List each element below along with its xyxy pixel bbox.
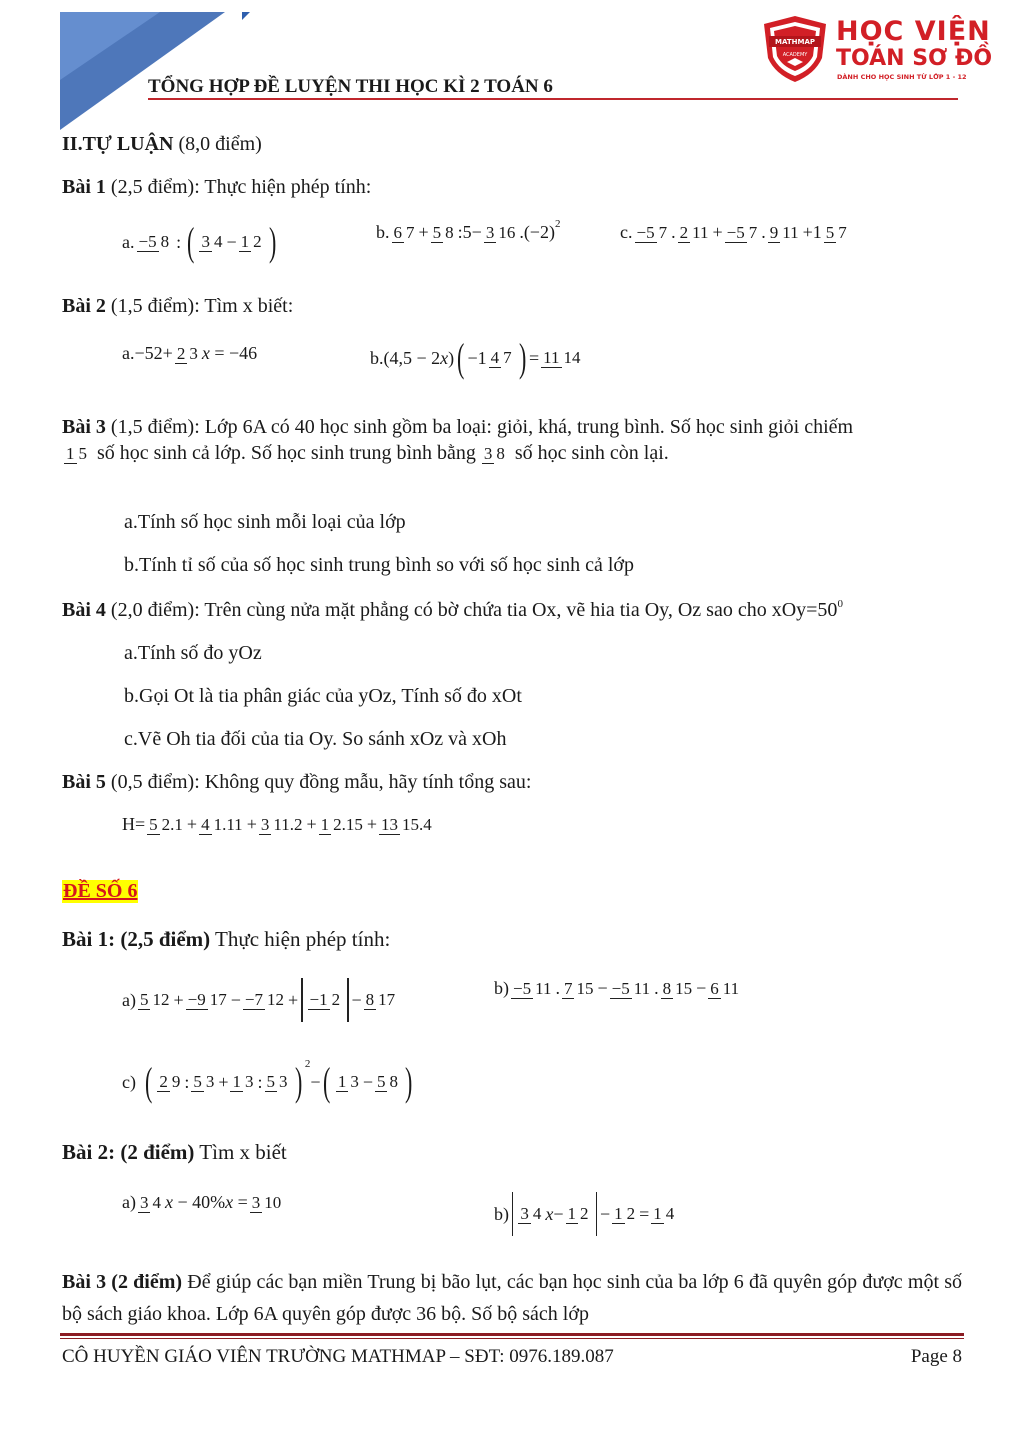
bai2-heading: Bài 2 (1,5 điểm): Tìm x biết: — [62, 295, 294, 317]
d6-bai1-expr-a: a) 5 12 + −9 17 − −7 12 + −1 2 − 8 17 — [122, 978, 399, 1022]
bai3-heading: Bài 3 (1,5 điểm): Lớp 6A có 40 học sinh gồm ba loại: giỏi, khá, trung bình. Số học sinh giỏi chiếm — [62, 416, 854, 438]
shield-icon — [760, 14, 830, 84]
bai1-expr-a: a. −5 8 : ( 3 4 − 1 2 ) — [122, 219, 276, 264]
bai3-qb: b.Tính tỉ số của số học sinh trung bình so với số học sinh cả lớp — [124, 554, 634, 576]
logo-title-2: TOÁN SƠ ĐỒ — [836, 46, 993, 71]
footer-contact: CÔ HUYỀN GIÁO VIÊN TRƯỜNG MATHMAP – SĐT: 0976.189.087 — [62, 1346, 614, 1367]
svg-text:MATHMAP: MATHMAP — [775, 38, 815, 46]
svg-text:ACADEMY: ACADEMY — [782, 52, 808, 58]
bai5-expr: H= 5 2.1 + 4 1.11 + 3 11.2 + 1 2.15 + 13 15.4 — [122, 814, 432, 834]
corner-decoration — [0, 0, 260, 140]
bai1-heading: Bài 1 (2,5 điểm): Thực hiện phép tính: — [62, 176, 372, 198]
logo-title-1: HỌC VIỆN — [836, 16, 991, 47]
header-rule — [148, 98, 958, 100]
d6-bai1-expr-c: c) ( 2 9 : 5 3 + 1 3 : 5 3 ) 2 − ( 1 3 − 5 8 ) — [122, 1058, 413, 1104]
logo-tagline: DÀNH CHO HỌC SINH TỪ LỚP 1 - 12 — [837, 73, 967, 81]
bai3-qa: a.Tính số học sinh mỗi loại của lớp — [124, 511, 406, 533]
footer-rule-thin — [60, 1338, 964, 1339]
bai4-heading: Bài 4 (2,0 điểm): Trên cùng nửa mặt phẳng có bờ chứa tia Ox, vẽ hia tia Oy, Oz sao cho $xOy=50^0$ — [62, 598, 843, 621]
bai3-line2: 1 5 số học sinh cả lớp. Số học sinh trung bình bằng 3 8 số học sinh còn lại. — [66, 442, 669, 464]
page-number: Page 8 — [910, 1346, 962, 1367]
bai2-expr-b: b. (4,5 − 2x) ( −1 4 7 ) = 11 14 — [370, 335, 581, 380]
bai2-expr-a: a. −52+ 2 3 x = −46 — [122, 343, 258, 363]
academy-logo — [760, 14, 993, 86]
bai1-expr-b: b. 6 7 + 5 8 :5− 3 16 .(−2) 2 — [376, 217, 561, 242]
section-heading: II.TỰ LUẬN (8,0 điểm) — [62, 133, 262, 155]
d6-bai3-paragraph: Bài 3 (2 điểm) Để giúp các bạn miền Trung bị bão lụt, các bạn học sinh của ba lớp 6 đã quyên góp được một số bộ sách giáo khoa. Lớp 6A quyên góp được 36 bộ. Số bộ sách lớp — [62, 1271, 962, 1325]
bai4-qc: c.Vẽ Oh tia đối của tia Oy. So sánh xOz và xOh — [124, 728, 507, 750]
bai4-qa: a.Tính số đo yOz — [124, 642, 262, 664]
d6-bai1-heading: Bài 1: (2,5 điểm) Thực hiện phép tính: — [62, 927, 391, 951]
bai4-qb: b.Gọi Ot là tia phân giác của yOz, Tính số đo xOt — [124, 685, 522, 707]
bai5-heading: Bài 5 (0,5 điểm): Không quy đồng mẫu, hãy tính tổng sau: — [62, 771, 532, 793]
footer-rule — [60, 1333, 964, 1336]
exam-title: ĐỀ SỐ 6 — [63, 880, 138, 902]
page-header-title: TỔNG HỢP ĐỀ LUYỆN THI HỌC KÌ 2 TOÁN 6 — [148, 76, 553, 97]
bai1-expr-c: c. −5 7 . 2 11 + −5 7 . 9 11 +1 5 7 — [620, 222, 847, 242]
d6-bai2-expr-a: a) 3 4 x − 40%x = 3 10 — [122, 1192, 282, 1212]
d6-bai2-heading: Bài 2: (2 điểm) Tìm x biết — [62, 1140, 287, 1164]
d6-bai1-expr-b: b) −5 11 . 7 15 − −5 11 . 8 15 − 6 11 — [494, 978, 740, 998]
d6-bai2-expr-b: b) 3 4 x− 1 2 − 1 2 = 1 4 — [494, 1192, 678, 1236]
